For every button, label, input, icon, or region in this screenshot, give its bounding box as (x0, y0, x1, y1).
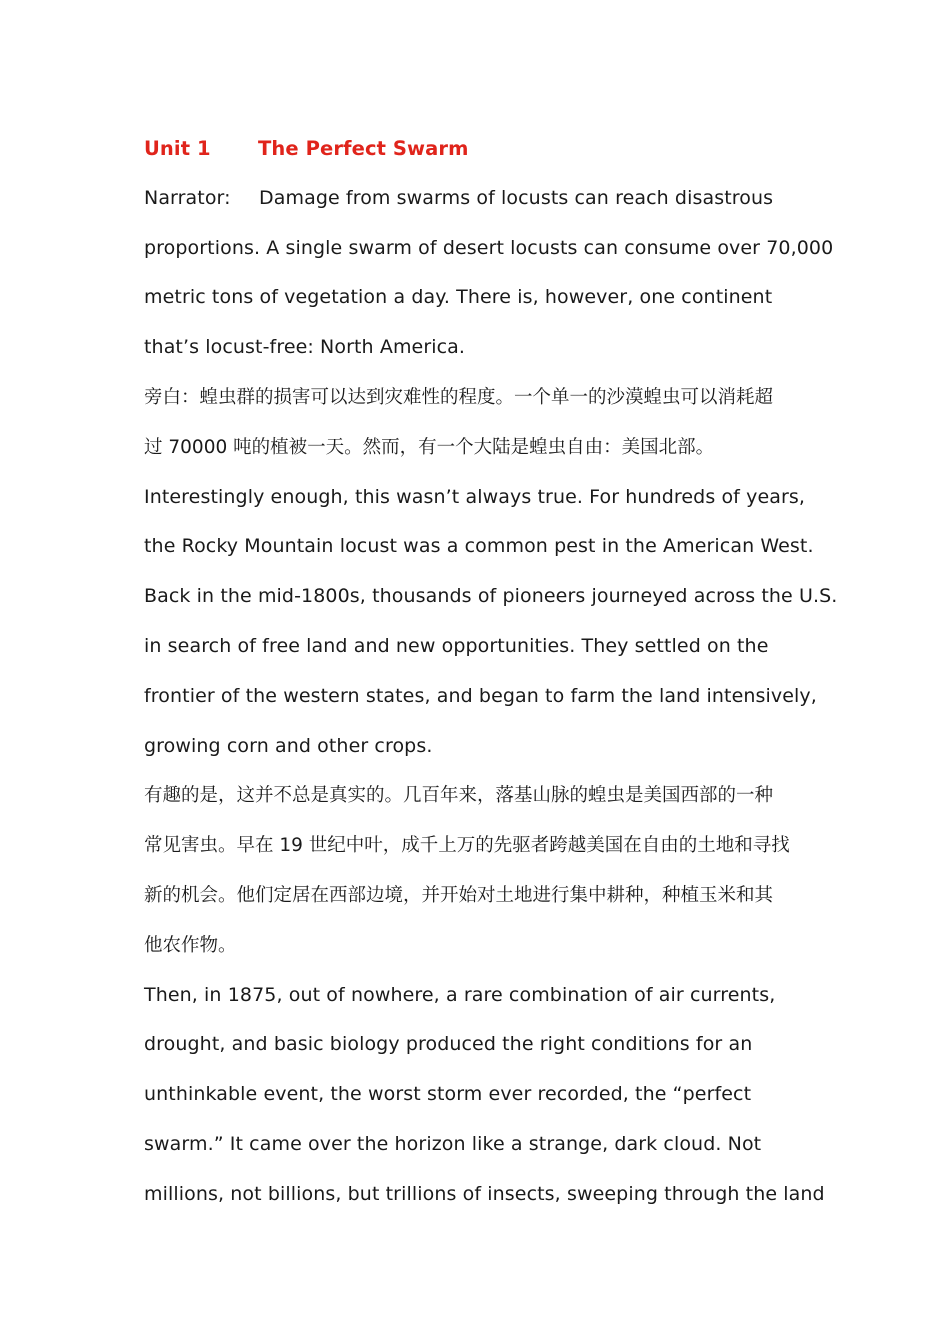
paragraph-line: metric tons of vegetation a day. There is, however, one continent (144, 286, 773, 309)
paragraph-line: frontier of the western states, and began to farm the land intensively, (144, 684, 817, 707)
document-body (144, 124, 838, 1220)
translation-line: 过 70000 吨的植被一天。然而，有一个大陆是蝗虫自由：美国北部。 (144, 436, 715, 458)
paragraph-line: unthinkable event, the worst storm ever recorded, the “perfect (144, 1083, 752, 1106)
paragraph-line: millions, not billions, but trillions of insects, sweeping through the land (144, 1182, 825, 1205)
paragraph-line: Back in the mid-1800s, thousands of pioneers journeyed across the U.S. (144, 585, 838, 608)
paragraph-line: proportions. A single swarm of desert locusts can consume over 70,000 (144, 236, 834, 259)
translation-line: 旁白：蝗虫群的损害可以达到灾难性的程度。一个单一的沙漠蝗虫可以消耗超 (144, 386, 774, 408)
paragraph-line: Then, in 1875, out of nowhere, a rare combination of air currents, (144, 983, 776, 1006)
paragraph-line (144, 174, 824, 224)
translation-line: 他农作物。 (144, 934, 237, 956)
paragraph-line: drought, and basic biology produced the right conditions for an (144, 1033, 753, 1056)
paragraph-line: swarm.” It came over the horizon like a strange, dark cloud. Not (144, 1132, 762, 1155)
paragraph-line: Interestingly enough, this wasn’t always true. For hundreds of years, (144, 485, 806, 508)
unit-title: The Perfect Swarm (258, 137, 469, 160)
translation-line: 有趣的是，这并不总是真实的。几百年来，落基山脉的蝗虫是美国西部的一种 (144, 785, 774, 807)
paragraph-line: in search of free land and new opportunities. They settled on the (144, 634, 769, 657)
translation-line: 新的机会。他们定居在西部边境，并开始对土地进行集中耕种，种植玉米和其 (144, 884, 774, 906)
speaker-label: Narrator: (144, 186, 231, 209)
paragraph-text: Damage from swarms of locusts can reach disastrous (259, 186, 774, 209)
paragraph-line: the Rocky Mountain locust was a common pest in the American West. (144, 535, 814, 558)
translation-line: 常见害虫。早在 19 世纪中叶，成千上万的先驱者跨越美国在自由的土地和寻找 (144, 835, 790, 857)
paragraph-line: growing corn and other crops. (144, 734, 433, 757)
paragraph-line: that’s locust-free: North America. (144, 336, 466, 359)
unit-heading (144, 124, 824, 174)
unit-label: Unit 1 (144, 137, 211, 160)
